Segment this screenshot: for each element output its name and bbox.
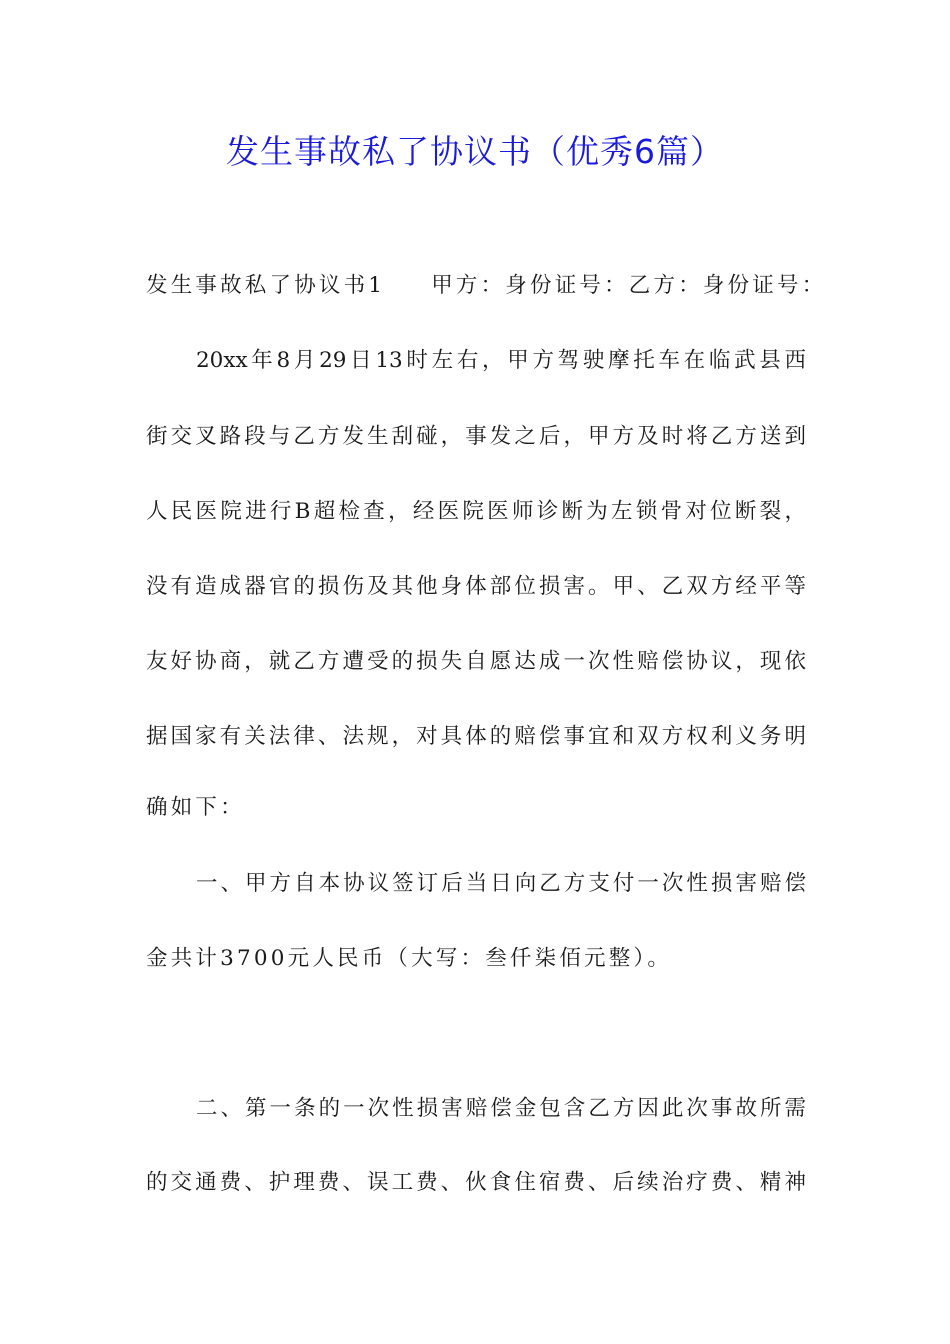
clause2-line: 的交通费、护理费、误工费、伙食住宿费、后续治疗费、精神 xyxy=(146,1170,806,1195)
clause1-line: 一、甲方自本协议签订后当日向乙方支付一次性损害赔偿 xyxy=(196,871,806,896)
paragraph1-line: 人民医院进行B超检查，经医院医师诊断为左锁骨对位断裂， xyxy=(146,499,806,524)
paragraph1-line: 街交叉路段与乙方发生刮碰，事发之后，甲方及时将乙方送到 xyxy=(146,424,806,449)
header-line xyxy=(146,268,827,304)
paragraph1-line: 20xx年8月29日13时左右，甲方驾驶摩托车在临武县西 xyxy=(196,348,806,373)
clause2-line: 二、第一条的一次性损害赔偿金包含乙方因此次事故所需 xyxy=(196,1096,806,1121)
parties-line: 甲方：身份证号：乙方：身份证号： xyxy=(431,273,827,298)
paragraph1-line: 据国家有关法律、法规，对具体的赔偿事宜和双方权利义务明 xyxy=(146,724,806,749)
paragraph1-line: 确如下： xyxy=(146,795,245,820)
document-title: 发生事故私了协议书（优秀6篇） xyxy=(226,132,724,171)
paragraph1-line: 友好协商，就乙方遭受的损失自愿达成一次性赔偿协议，现依 xyxy=(146,649,806,674)
paragraph1-line: 没有造成器官的损伤及其他身体部位损害。甲、乙双方经平等 xyxy=(146,574,806,599)
clause1-line: 金共计3700元人民币（大写：叁仟柒佰元整）。 xyxy=(146,946,673,971)
agreement-label: 发生事故私了协议书1 xyxy=(146,273,386,298)
